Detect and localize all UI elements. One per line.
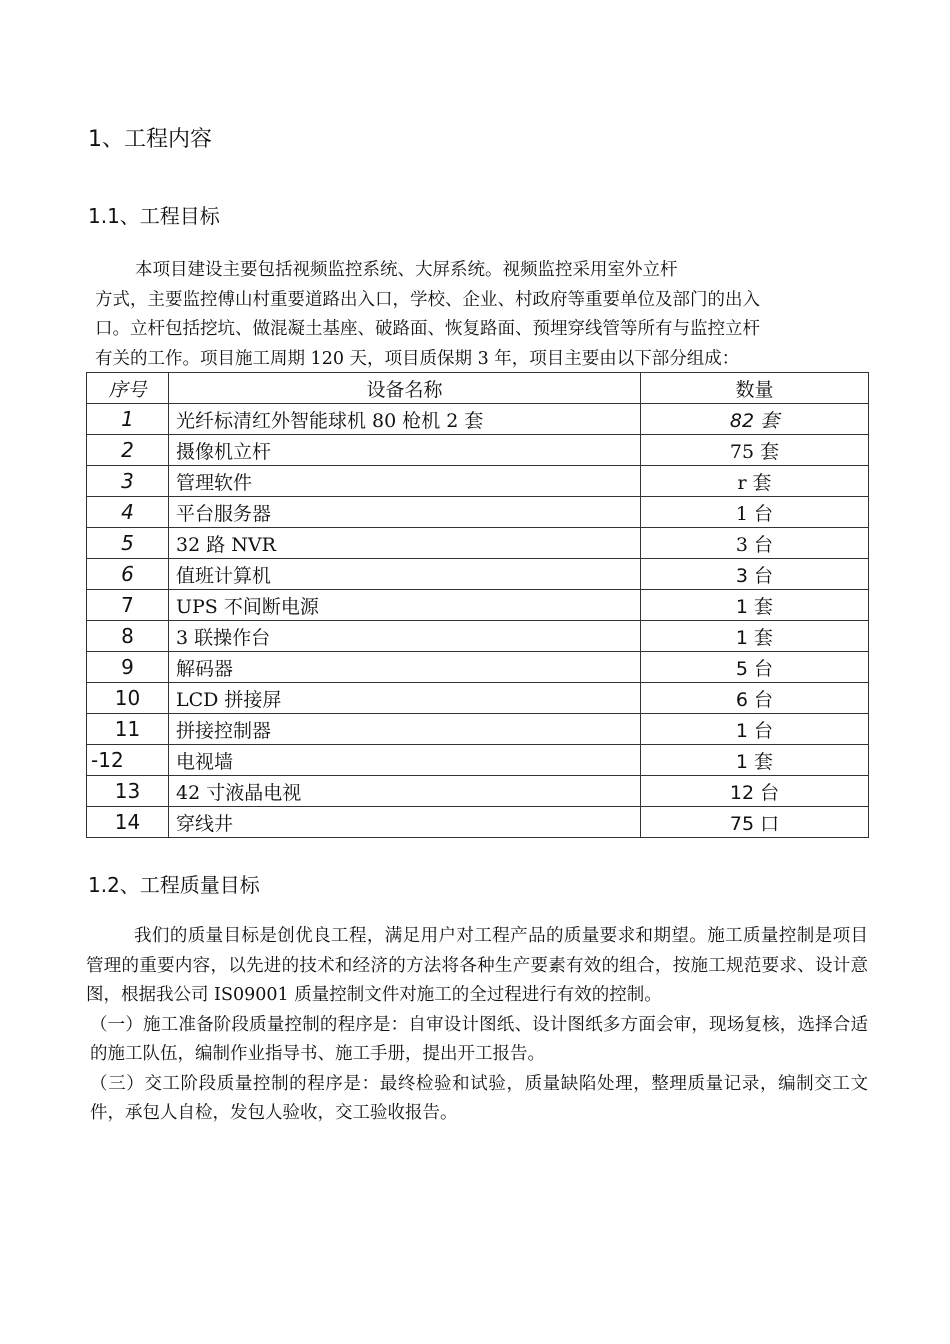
row-quantity: 6 台 [641,683,869,714]
equipment-table [86,372,869,838]
row-quantity: 1 台 [641,714,869,745]
table-row [87,807,869,838]
row-index: 4 [87,497,169,528]
header-name: 设备名称 [169,373,641,404]
row-quantity: 75 口 [641,807,869,838]
row-index: 7 [87,590,169,621]
row-name: 拼接控制器 [169,714,641,745]
section-1-2-heading: 1.2、工程质量目标 [88,873,260,897]
table-row [87,590,869,621]
table-row [87,621,869,652]
row-index: 10 [87,683,169,714]
row-name: 值班计算机 [169,559,641,590]
row-name: 管理软件 [169,466,641,497]
row-index: 13 [87,776,169,807]
row-quantity: 3 台 [641,559,869,590]
section-1-2-paragraph [86,922,868,1129]
preparation-stage-text: （一）施工准备阶段质量控制的程序是：自审设计图纸、设计图纸多方面会审，现场复核，选择合适的施工队伍，编制作业指导书、施工手册，提出开工报告。 [90,1014,868,1064]
row-quantity: r 套 [641,466,869,497]
table-row [87,652,869,683]
section-1-heading: 1、工程内容 [88,127,212,152]
row-quantity: 1 套 [641,745,869,776]
paragraph-line: 有关的工作。项目施工周期 120 天，项目质保期 3 年，项目主要由以下部分组成： [95,348,740,369]
row-quantity: 75 套 [641,435,869,466]
row-index: 5 [87,528,169,559]
table-row [87,714,869,745]
table-row [87,528,869,559]
row-name: 摄像机立杆 [169,435,641,466]
row-name: 穿线井 [169,807,641,838]
row-name: 平台服务器 [169,497,641,528]
section-1-1-paragraph [95,256,867,374]
table-row [87,404,869,435]
section-1-1-heading: 1.1、工程目标 [88,204,220,228]
table-row [87,776,869,807]
row-index: 8 [87,621,169,652]
header-index: 序号 [87,373,169,404]
row-name: 解码器 [169,652,641,683]
row-index: 6 [87,559,169,590]
table-row [87,435,869,466]
row-quantity: 1 套 [641,621,869,652]
row-index: 14 [87,807,169,838]
row-quantity: 5 台 [641,652,869,683]
header-quantity: 数量 [641,373,869,404]
table-row [87,559,869,590]
paragraph-line: 方式，主要监控傅山村重要道路出入口，学校、企业、村政府等重要单位及部门的出入 [95,289,760,310]
row-index: 2 [87,435,169,466]
row-index: 1 [87,404,169,435]
row-quantity: 1 套 [641,590,869,621]
row-name: 42 寸液晶电视 [169,776,641,807]
handover-stage-text: （三）交工阶段质量控制的程序是：最终检验和试验，质量缺陷处理，整理质量记录，编制交工文件，承包人自检，发包人验收，交工验收报告。 [90,1073,868,1123]
paragraph-line: 口。立杆包括挖坑、做混凝土基座、破路面、恢复路面、预埋穿线管等所有与监控立杆 [95,319,760,339]
table-row [87,497,869,528]
table-row [87,466,869,497]
paragraph-line: 本项目建设主要包括视频监控系统、大屏系统。视频监控采用室外立杆 [135,260,678,280]
row-name: 3 联操作台 [169,621,641,652]
row-name: 光纤标清红外智能球机 80 枪机 2 套 [169,404,641,435]
row-quantity: 1 台 [641,497,869,528]
table-row [87,683,869,714]
row-name: 电视墙 [169,745,641,776]
table-row [87,745,869,776]
row-quantity: 82 套 [641,404,869,435]
row-index: 3 [87,466,169,497]
row-index: 9 [87,652,169,683]
row-name: LCD 拼接屏 [169,683,641,714]
row-index: 11 [87,714,169,745]
row-quantity: 3 台 [641,528,869,559]
quality-goal-text: 我们的质量目标是创优良工程，满足用户对工程产品的质量要求和期望。施工质量控制是项目管理的重要内容，以先进的技术和经济的方法将各种生产要素有效的组合，按施工规范要求、设计意图，根据我公司 IS09001 质量控制文件对施工的全过程进行有效的控制。 [86,926,868,1005]
row-index: -12 [87,745,169,776]
row-name: UPS 不间断电源 [169,590,641,621]
row-name: 32 路 NVR [169,528,641,559]
row-quantity: 12 台 [641,776,869,807]
table-header-row [87,373,869,404]
